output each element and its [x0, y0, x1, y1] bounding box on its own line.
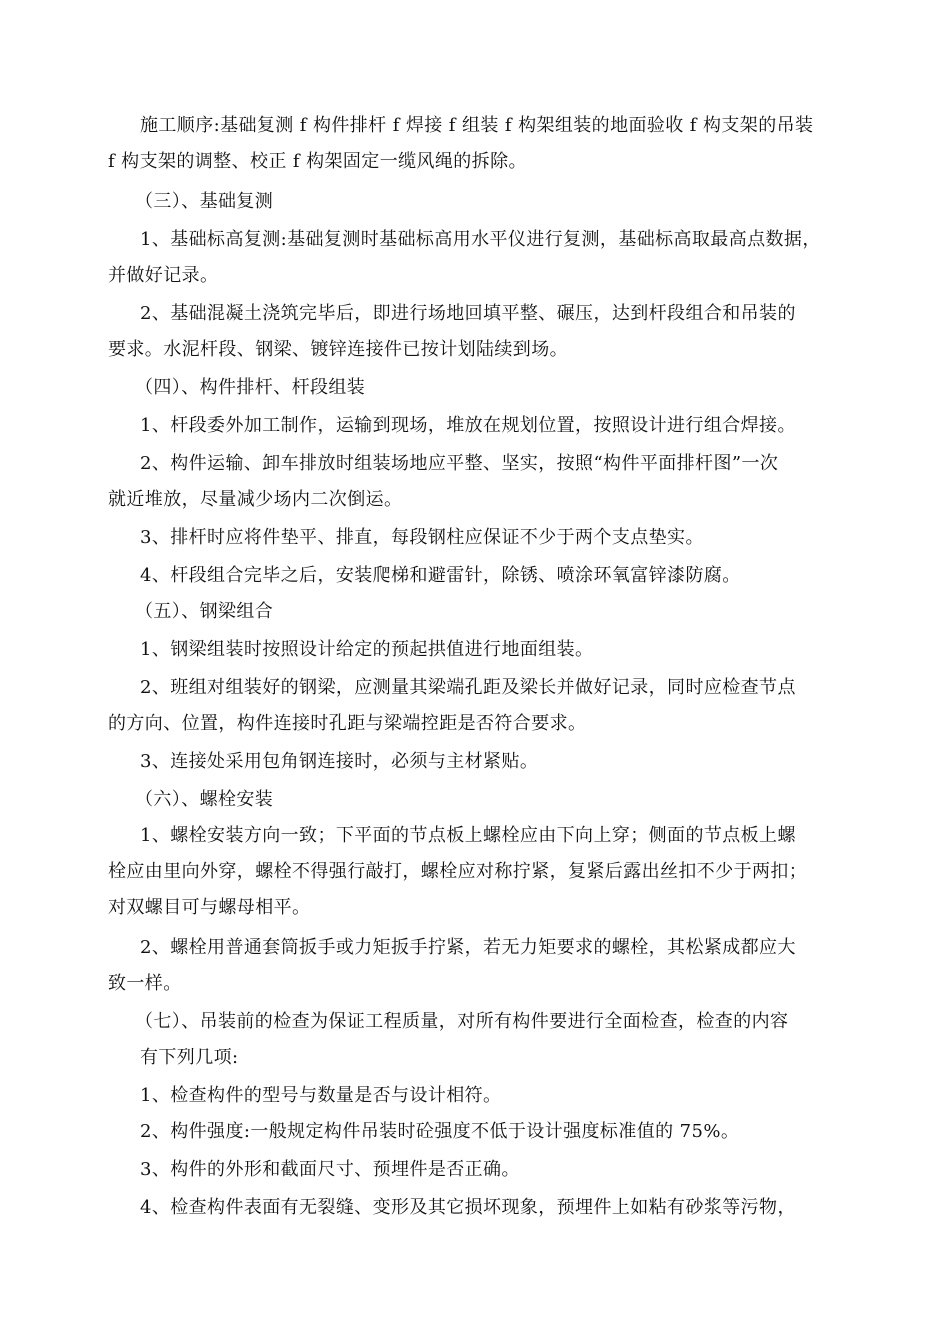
- text-line-18: 3、连接处采用包角钢连接时，必须与主材紧贴。: [140, 751, 539, 772]
- section-heading-6: （六）、螺栓安装: [135, 789, 274, 810]
- text-line-9: 1、杆段委外加工制作，运输到现场，堆放在规划位置，按照设计进行组合焊接。: [140, 415, 796, 436]
- text-line-21: 栓应由里向外穿，螺栓不得强行敲打，螺栓应对称拧紧，复紧后露出丝扣不少于两扣；: [108, 861, 808, 882]
- section-heading-5: （五）、钢梁组合: [135, 601, 274, 622]
- text-line-24: 致一样。: [108, 973, 182, 994]
- text-line-29: 3、构件的外形和截面尺寸、预埋件是否正确。: [140, 1159, 520, 1180]
- section-heading-3: （三）、基础复测: [135, 191, 274, 212]
- text-line-22: 对双螺目可与螺母相平。: [108, 897, 311, 918]
- text-line-20: 1、螺栓安装方向一致；下平面的节点板上螺栓应由下向上穿；侧面的节点板上螺: [140, 825, 796, 846]
- text-line-26: 有下列几项:: [140, 1047, 239, 1068]
- text-line-15: 1、钢梁组装时按照设计给定的预起拱值进行地面组装。: [140, 639, 594, 660]
- text-line-30: 4、检查构件表面有无裂缝、变形及其它损坏现象，预埋件上如粘有砂浆等污物，: [140, 1197, 796, 1218]
- text-line-1: 施工顺序:基础复测 f 构件排杆 f 焊接 f 组装 f 构架组装的地面验收 f 构支架的吊装: [140, 115, 814, 136]
- text-line-5: 并做好记录。: [108, 265, 219, 286]
- text-line-17: 的方向、位置，构件连接时孔距与梁端控距是否符合要求。: [108, 713, 587, 734]
- text-line-23: 2、螺栓用普通套筒扳手或力矩扳手拧紧，若无力矩要求的螺栓，其松紧成都应大: [140, 937, 796, 958]
- text-line-7: 要求。水泥杆段、钢梁、镀锌连接件已按计划陆续到场。: [108, 339, 568, 360]
- text-line-27: 1、检查构件的型号与数量是否与设计相符。: [140, 1085, 502, 1106]
- text-line-16: 2、班组对组装好的钢梁，应测量其梁端孔距及梁长并做好记录，同时应检查节点: [140, 677, 796, 698]
- section-heading-7: （七）、吊装前的检查为保证工程质量，对所有构件要进行全面检查，检查的内容: [135, 1011, 789, 1032]
- text-line-12: 3、排杆时应将件垫平、排直，每段钢柱应保证不少于两个支点垫实。: [140, 527, 704, 548]
- text-line-13: 4、杆段组合完毕之后，安装爬梯和避雷针，除锈、喷涂环氧富锌漆防腐。: [140, 565, 741, 586]
- text-line-2: f 构支架的调整、校正 f 构架固定一缆风绳的拆除。: [108, 151, 527, 172]
- text-line-11: 就近堆放，尽量减少场内二次倒运。: [108, 489, 403, 510]
- section-heading-4: （四）、构件排杆、杆段组装: [135, 377, 366, 398]
- text-line-10: 2、构件运输、卸车排放时组装场地应平整、坚实，按照“构件平面排杆图”一次: [140, 453, 779, 474]
- text-line-4: 1、基础标高复测:基础复测时基础标高用水平仪进行复测，基础标高取最高点数据，: [140, 229, 821, 250]
- text-line-6: 2、基础混凝土浇筑完毕后，即进行场地回填平整、碾压，达到杆段组合和吊装的: [140, 303, 796, 324]
- text-line-28: 2、构件强度:一般规定构件吊装时砼强度不低于设计强度标准值的 75%。: [140, 1121, 740, 1142]
